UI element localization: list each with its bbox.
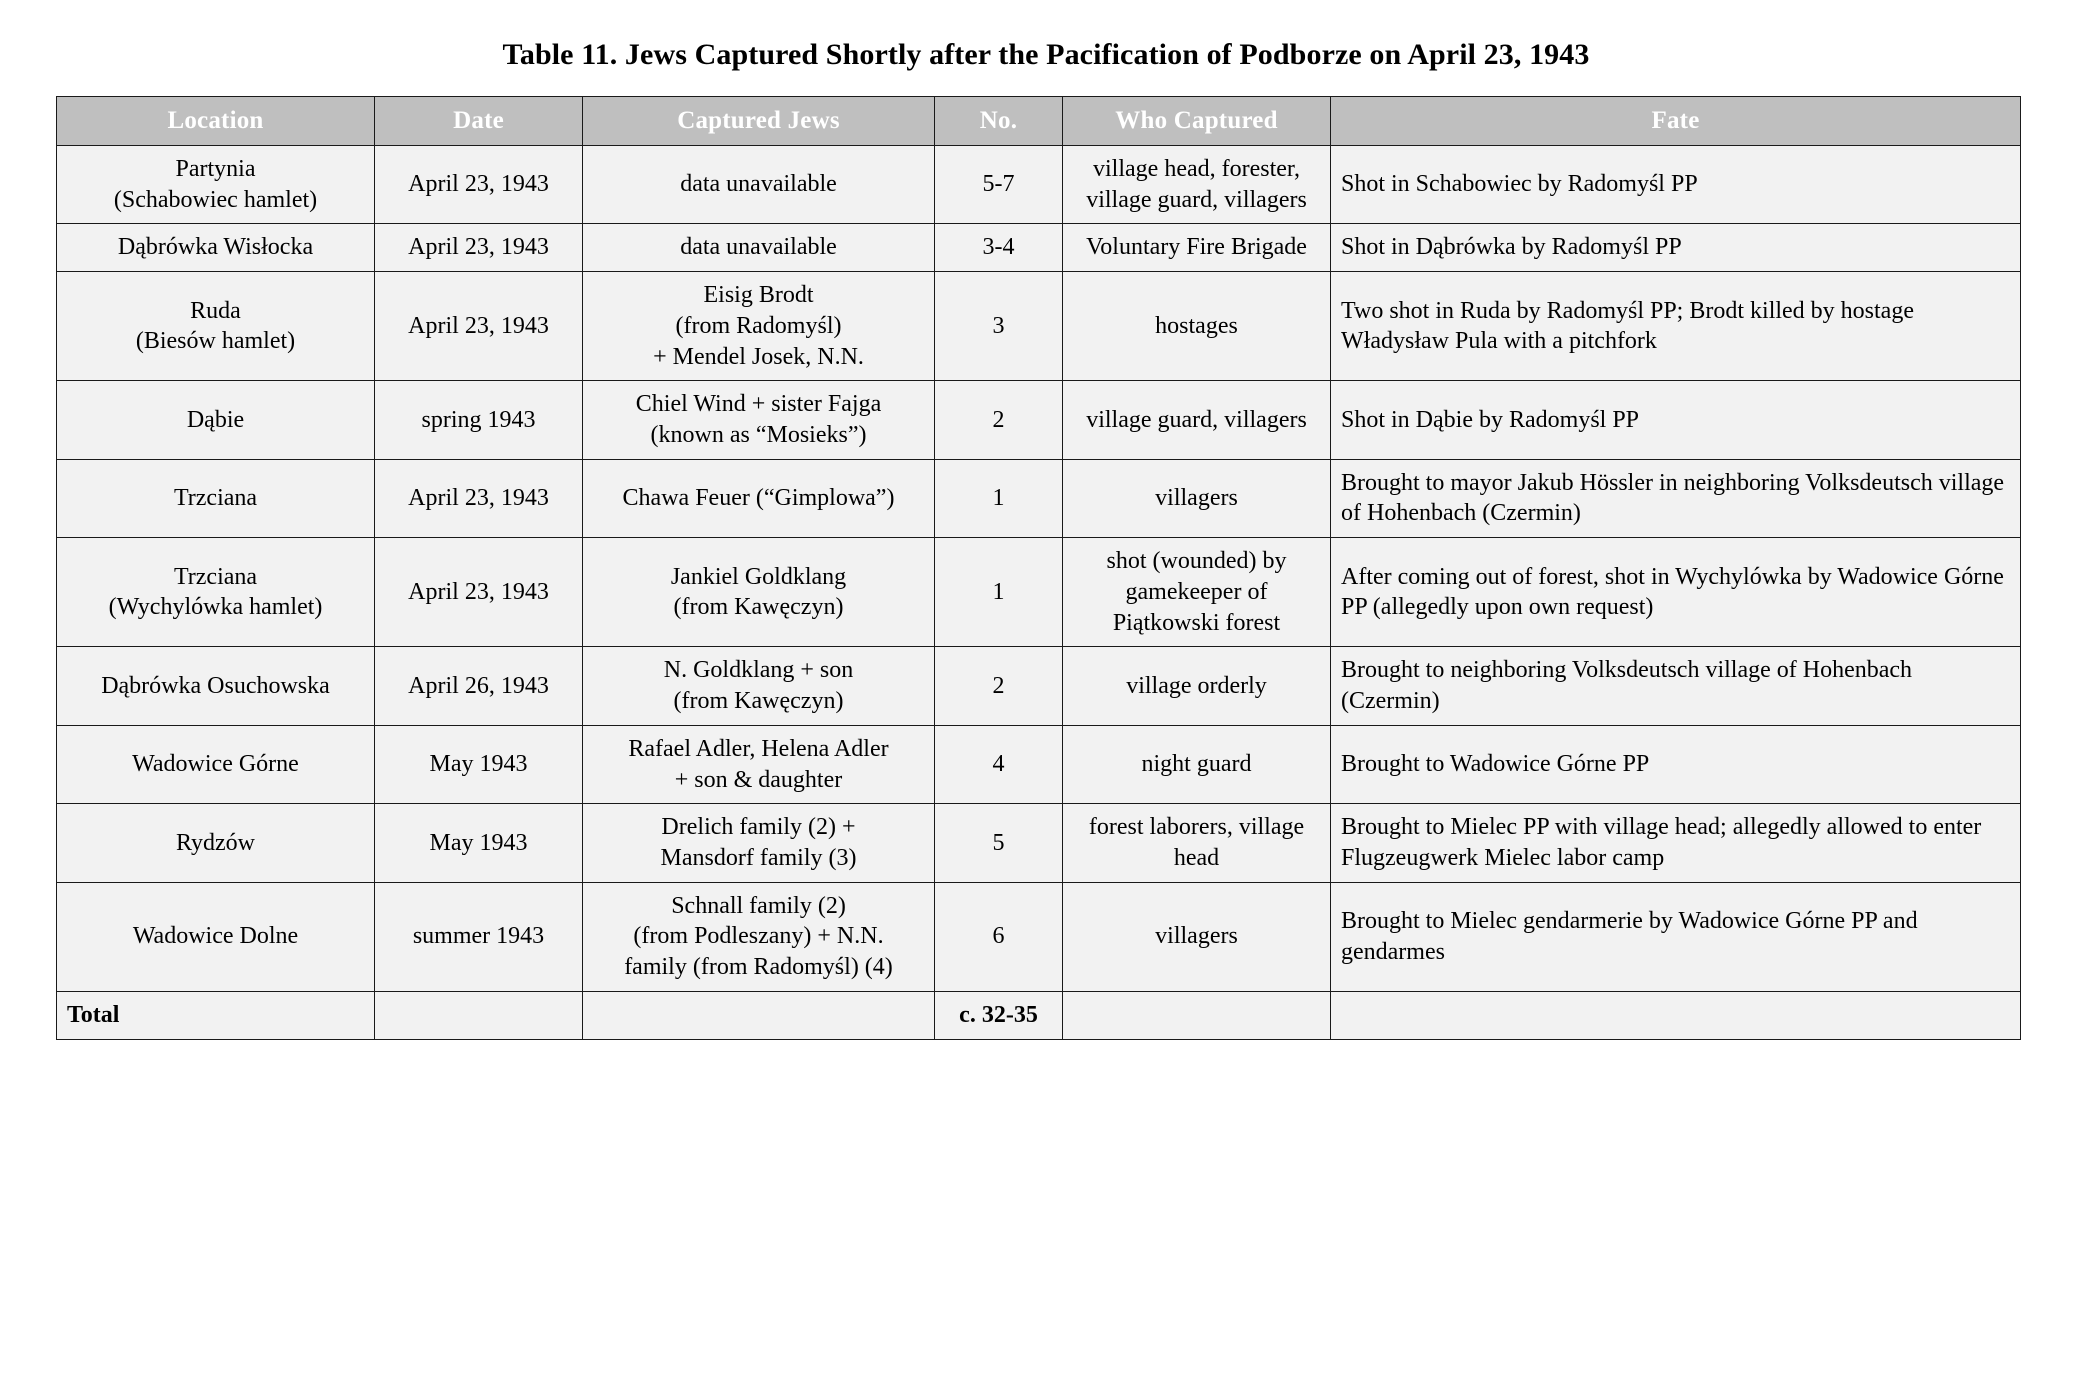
cell-fate: Shot in Dąbrówka by Radomyśl PP xyxy=(1331,224,2021,272)
table-row xyxy=(57,647,2021,725)
cell-no: 1 xyxy=(935,538,1063,647)
cell-location: Dąbrówka Osuchowska xyxy=(57,647,375,725)
cell-date: spring 1943 xyxy=(375,381,583,459)
cell-fate: Brought to mayor Jakub Hössler in neighboring Volksdeutsch village of Hohenbach (Czermin) xyxy=(1331,459,2021,537)
cell-fate: Shot in Dąbie by Radomyśl PP xyxy=(1331,381,2021,459)
cell-location: Partynia (Schabowiec hamlet) xyxy=(57,146,375,224)
cell-total-date xyxy=(375,991,583,1039)
cell-fate: Brought to Wadowice Górne PP xyxy=(1331,725,2021,803)
cell-location: Rydzów xyxy=(57,804,375,882)
table-row xyxy=(57,882,2021,991)
cell-who-captured: village guard, villagers xyxy=(1063,381,1331,459)
cell-captured-jews: data unavailable xyxy=(583,146,935,224)
cell-location: Ruda (Biesów hamlet) xyxy=(57,272,375,381)
cell-total-jews xyxy=(583,991,935,1039)
cell-fate: Brought to Mielec PP with village head; allegedly allowed to enter Flugzeugwerk Mielec labor camp xyxy=(1331,804,2021,882)
cell-who-captured: village orderly xyxy=(1063,647,1331,725)
table-total-row xyxy=(57,991,2021,1039)
cell-location: Wadowice Dolne xyxy=(57,882,375,991)
cell-no: 2 xyxy=(935,381,1063,459)
table-row xyxy=(57,804,2021,882)
column-header-no: No. xyxy=(935,97,1063,146)
cell-date: May 1943 xyxy=(375,725,583,803)
cell-captured-jews: Jankiel Goldklang (from Kawęczyn) xyxy=(583,538,935,647)
cell-no: 1 xyxy=(935,459,1063,537)
cell-fate: Shot in Schabowiec by Radomyśl PP xyxy=(1331,146,2021,224)
column-header-who-captured: Who Captured xyxy=(1063,97,1331,146)
cell-no: 4 xyxy=(935,725,1063,803)
cell-who-captured: shot (wounded) by gamekeeper of Piątkowski forest xyxy=(1063,538,1331,647)
cell-captured-jews: Chawa Feuer (“Gimplowa”) xyxy=(583,459,935,537)
cell-location: Trzciana xyxy=(57,459,375,537)
table-body xyxy=(57,146,2021,1040)
cell-fate: Two shot in Ruda by Radomyśl PP; Brodt killed by hostage Władysław Pula with a pitchfork xyxy=(1331,272,2021,381)
cell-no: 5 xyxy=(935,804,1063,882)
cell-date: April 23, 1943 xyxy=(375,272,583,381)
cell-who-captured: village head, forester, village guard, villagers xyxy=(1063,146,1331,224)
cell-who-captured: night guard xyxy=(1063,725,1331,803)
cell-who-captured: hostages xyxy=(1063,272,1331,381)
cell-location: Dąbie xyxy=(57,381,375,459)
cell-date: April 23, 1943 xyxy=(375,459,583,537)
cell-date: April 23, 1943 xyxy=(375,146,583,224)
cell-no: 5-7 xyxy=(935,146,1063,224)
cell-location: Dąbrówka Wisłocka xyxy=(57,224,375,272)
cell-captured-jews: Drelich family (2) + Mansdorf family (3) xyxy=(583,804,935,882)
table-header-row xyxy=(57,97,2021,146)
cell-date: summer 1943 xyxy=(375,882,583,991)
cell-captured-jews: Rafael Adler, Helena Adler + son & daughter xyxy=(583,725,935,803)
cell-captured-jews: N. Goldklang + son (from Kawęczyn) xyxy=(583,647,935,725)
column-header-fate: Fate xyxy=(1331,97,2021,146)
table-row xyxy=(57,224,2021,272)
cell-who-captured: villagers xyxy=(1063,459,1331,537)
cell-captured-jews: Chiel Wind + sister Fajga (known as “Mosieks”) xyxy=(583,381,935,459)
column-header-captured-jews: Captured Jews xyxy=(583,97,935,146)
cell-total-fate xyxy=(1331,991,2021,1039)
table-caption: Table 11. Jews Captured Shortly after the Pacification of Podborze on April 23, 1943 xyxy=(502,38,1590,71)
table-row xyxy=(57,146,2021,224)
cell-location: Wadowice Górne xyxy=(57,725,375,803)
cell-who-captured: villagers xyxy=(1063,882,1331,991)
table-row xyxy=(57,538,2021,647)
cell-no: 6 xyxy=(935,882,1063,991)
cell-date: May 1943 xyxy=(375,804,583,882)
cell-fate: After coming out of forest, shot in Wychylówka by Wadowice Górne PP (allegedly upon own request) xyxy=(1331,538,2021,647)
table-header xyxy=(57,97,2021,146)
table-row xyxy=(57,272,2021,381)
cell-captured-jews: Eisig Brodt (from Radomyśl) + Mendel Josek, N.N. xyxy=(583,272,935,381)
column-header-location: Location xyxy=(57,97,375,146)
cell-who-captured: forest laborers, village head xyxy=(1063,804,1331,882)
cell-location: Trzciana (Wychylówka hamlet) xyxy=(57,538,375,647)
cell-captured-jews: data unavailable xyxy=(583,224,935,272)
cell-total-label: Total xyxy=(57,991,375,1039)
cell-who-captured: Voluntary Fire Brigade xyxy=(1063,224,1331,272)
column-header-date: Date xyxy=(375,97,583,146)
table-row xyxy=(57,725,2021,803)
cell-fate: Brought to Mielec gendarmerie by Wadowice Górne PP and gendarmes xyxy=(1331,882,2021,991)
table-row xyxy=(57,381,2021,459)
cell-fate: Brought to neighboring Volksdeutsch village of Hohenbach (Czermin) xyxy=(1331,647,2021,725)
cell-date: April 23, 1943 xyxy=(375,224,583,272)
cell-captured-jews: Schnall family (2) (from Podleszany) + N.N. family (from Radomyśl) (4) xyxy=(583,882,935,991)
cell-date: April 26, 1943 xyxy=(375,647,583,725)
cell-no: 2 xyxy=(935,647,1063,725)
cell-date: April 23, 1943 xyxy=(375,538,583,647)
cell-no: 3-4 xyxy=(935,224,1063,272)
jews-captured-table xyxy=(56,96,2021,1040)
cell-total-who xyxy=(1063,991,1331,1039)
cell-total-no: c. 32-35 xyxy=(935,991,1063,1039)
table-row xyxy=(57,459,2021,537)
cell-no: 3 xyxy=(935,272,1063,381)
